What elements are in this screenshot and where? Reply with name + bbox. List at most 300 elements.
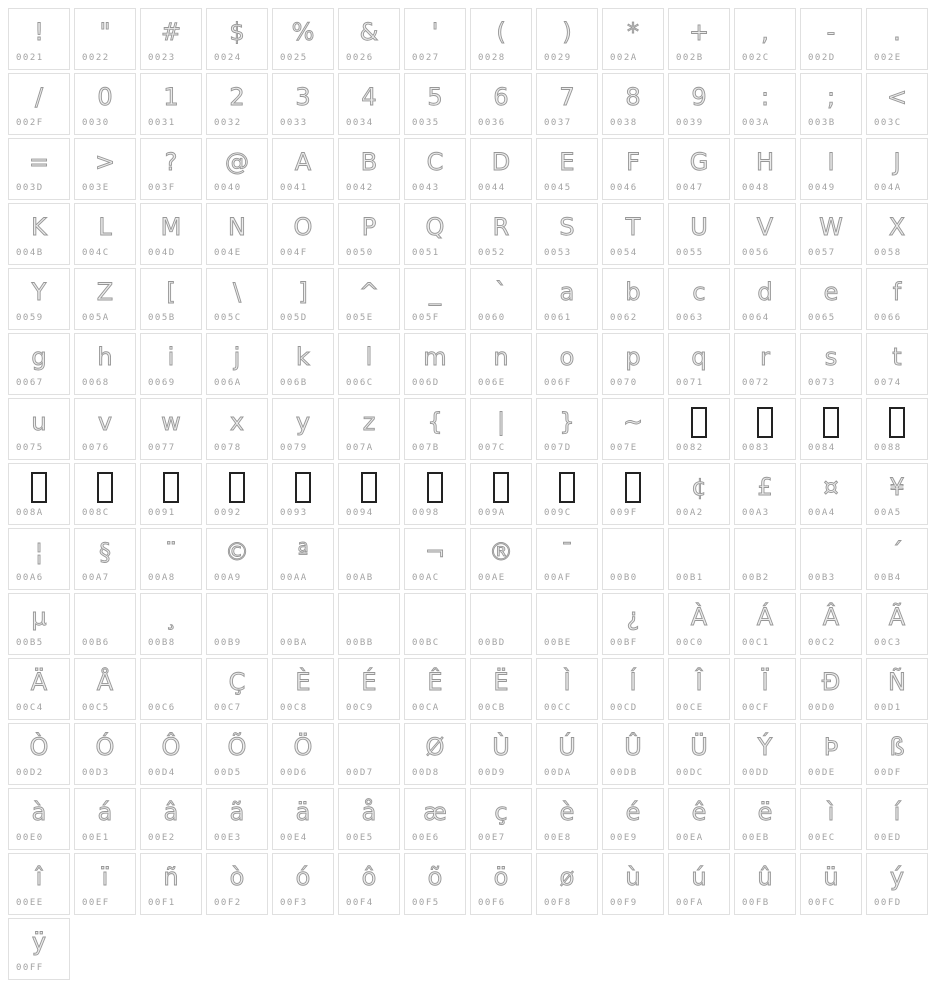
glyph-empty: [537, 597, 597, 637]
glyph-preview: ¨: [165, 538, 177, 566]
codepoint-label: 0055: [676, 248, 704, 258]
codepoint-label: 0038: [610, 118, 638, 128]
glyph-preview: A: [294, 148, 312, 176]
glyph-cell-006D: [404, 333, 466, 395]
codepoint-label: 00D3: [82, 768, 110, 778]
glyph-cell-00CB: [470, 658, 532, 720]
glyph-preview: L: [98, 213, 112, 241]
codepoint-label: 0052: [478, 248, 506, 258]
glyph-cell-0030: [74, 73, 136, 135]
glyph-cell-0092: [206, 463, 268, 525]
glyph-preview: Ó: [95, 733, 115, 761]
tofu-box-icon: [97, 472, 113, 503]
glyph-cell-00F4: [338, 853, 400, 915]
codepoint-label: 0077: [148, 443, 176, 453]
glyph-cell-0038: [602, 73, 664, 135]
glyph-preview: ~: [622, 408, 644, 436]
missing-glyph-box: [669, 402, 729, 442]
codepoint-label: 00C9: [346, 703, 374, 713]
codepoint-label: 00CA: [412, 703, 440, 713]
codepoint-label: 00CB: [478, 703, 506, 713]
glyph-cell-0021: [8, 8, 70, 70]
glyph-cell-0037: [536, 73, 598, 135]
glyph-cell-0042: [338, 138, 400, 200]
codepoint-label: 004D: [148, 248, 176, 258]
glyph-preview: ]: [298, 278, 308, 306]
codepoint-label: 0088: [874, 443, 902, 453]
codepoint-label: 0071: [676, 378, 704, 388]
codepoint-label: 0047: [676, 183, 704, 193]
codepoint-label: 00AE: [478, 573, 506, 583]
glyph-cell-0047: [668, 138, 730, 200]
glyph-preview: Ø: [425, 733, 445, 761]
glyph-cell-0063: [668, 268, 730, 330]
glyph-cell-00E6: [404, 788, 466, 850]
glyph-preview: ¯: [561, 538, 573, 566]
tofu-box-icon: [493, 472, 509, 503]
glyph-preview: Ñ: [888, 668, 906, 696]
glyph-cell-0028: [470, 8, 532, 70]
glyph-preview: i: [167, 343, 175, 371]
glyph-preview: P: [361, 213, 377, 241]
glyph-preview: Ë: [493, 668, 509, 696]
glyph-preview: >: [94, 148, 116, 176]
codepoint-label: 003C: [874, 118, 902, 128]
glyph-cell-006A: [206, 333, 268, 395]
codepoint-label: 0056: [742, 248, 770, 258]
tofu-box-icon: [295, 472, 311, 503]
glyph-cell-00A5: [866, 463, 928, 525]
glyph-cell-0044: [470, 138, 532, 200]
glyph-cell-00AA: [272, 528, 334, 590]
glyph-preview: U: [690, 213, 708, 241]
codepoint-label: 00CC: [544, 703, 572, 713]
glyph-cell-00C7: [206, 658, 268, 720]
glyph-cell-004A: [866, 138, 928, 200]
codepoint-label: 0062: [610, 313, 638, 323]
glyph-preview: ª: [297, 538, 309, 566]
glyph-preview: %: [291, 18, 315, 46]
codepoint-label: 00B4: [874, 573, 902, 583]
codepoint-label: 0024: [214, 53, 242, 63]
glyph-cell-0039: [668, 73, 730, 135]
codepoint-label: 007D: [544, 443, 572, 453]
glyph-cell-0058: [866, 203, 928, 265]
glyph-cell-0071: [668, 333, 730, 395]
glyph-cell-00CE: [668, 658, 730, 720]
codepoint-label: 00F3: [280, 898, 308, 908]
codepoint-label: 0061: [544, 313, 572, 323]
glyph-cell-00BE: [536, 593, 598, 655]
glyph-preview: µ: [31, 603, 47, 631]
glyph-cell-00C4: [8, 658, 70, 720]
glyph-preview: ô: [361, 863, 377, 891]
glyph-preview: {: [427, 408, 443, 436]
glyph-cell-0083: [734, 398, 796, 460]
glyph-cell-00A6: [8, 528, 70, 590]
codepoint-label: 00F8: [544, 898, 572, 908]
codepoint-label: 00D0: [808, 703, 836, 713]
codepoint-label: 00EA: [676, 833, 704, 843]
glyph-preview: r: [760, 343, 770, 371]
glyph-cell-0024: [206, 8, 268, 70]
glyph-cell-00CC: [536, 658, 598, 720]
codepoint-label: 0060: [478, 313, 506, 323]
glyph-preview: ¸: [165, 603, 177, 631]
codepoint-label: 00B2: [742, 573, 770, 583]
glyph-cell-005C: [206, 268, 268, 330]
glyph-preview: ÿ: [31, 928, 47, 956]
glyph-preview: ': [431, 18, 439, 46]
glyph-preview: M: [160, 213, 182, 241]
glyph-cell-00F9: [602, 853, 664, 915]
codepoint-label: 00C8: [280, 703, 308, 713]
glyph-empty: [75, 597, 135, 637]
codepoint-label: 0050: [346, 248, 374, 258]
codepoint-label: 00E8: [544, 833, 572, 843]
glyph-cell-00C8: [272, 658, 334, 720]
glyph-cell-0041: [272, 138, 334, 200]
glyph-empty: [603, 532, 663, 572]
codepoint-label: 0034: [346, 118, 374, 128]
tofu-box-icon: [31, 472, 47, 503]
glyph-preview: Î: [695, 668, 703, 696]
glyph-preview: ù: [625, 863, 641, 891]
codepoint-label: 0064: [742, 313, 770, 323]
glyph-cell-00D8: [404, 723, 466, 785]
glyph-preview: Ú: [558, 733, 576, 761]
codepoint-label: 005D: [280, 313, 308, 323]
glyph-cell-0046: [602, 138, 664, 200]
codepoint-label: 0067: [16, 378, 44, 388]
glyph-preview: 4: [361, 83, 377, 111]
codepoint-label: 0054: [610, 248, 638, 258]
glyph-empty: [405, 597, 465, 637]
glyph-preview: õ: [427, 863, 443, 891]
missing-glyph-box: [603, 467, 663, 507]
glyph-preview: ç: [494, 798, 508, 826]
glyph-cell-0078: [206, 398, 268, 460]
codepoint-label: 00BE: [544, 638, 572, 648]
glyph-cell-0052: [470, 203, 532, 265]
glyph-preview: o: [559, 343, 575, 371]
glyph-cell-0043: [404, 138, 466, 200]
glyph-cell-0035: [404, 73, 466, 135]
codepoint-label: 00EE: [16, 898, 44, 908]
glyph-preview: e: [823, 278, 839, 306]
codepoint-label: 00A8: [148, 573, 176, 583]
codepoint-label: 008C: [82, 508, 110, 518]
glyph-preview: ¬: [424, 538, 446, 566]
glyph-preview: Ü: [690, 733, 708, 761]
glyph-cell-0048: [734, 138, 796, 200]
glyph-cell-00EE: [8, 853, 70, 915]
glyph-cell-0029: [536, 8, 598, 70]
codepoint-label: 00D9: [478, 768, 506, 778]
glyph-cell-007D: [536, 398, 598, 460]
codepoint-label: 00E2: [148, 833, 176, 843]
glyph-preview: ö: [493, 863, 509, 891]
glyph-preview: !: [34, 18, 44, 46]
glyph-preview: /: [34, 83, 44, 111]
glyph-cell-009A: [470, 463, 532, 525]
codepoint-label: 00C6: [148, 703, 176, 713]
glyph-preview: n: [493, 343, 509, 371]
glyph-preview: J: [893, 148, 901, 176]
glyph-cell-0034: [338, 73, 400, 135]
glyph-preview: }: [559, 408, 575, 436]
glyph-preview: Ï: [761, 668, 769, 696]
codepoint-label: 0039: [676, 118, 704, 128]
glyph-cell-00DC: [668, 723, 730, 785]
codepoint-label: 0048: [742, 183, 770, 193]
glyph-preview: E: [559, 148, 575, 176]
glyph-preview: D: [491, 148, 511, 176]
glyph-cell-00B5: [8, 593, 70, 655]
missing-glyph-box: [735, 402, 795, 442]
glyph-cell-008A: [8, 463, 70, 525]
codepoint-label: 0079: [280, 443, 308, 453]
codepoint-label: 00A3: [742, 508, 770, 518]
glyph-preview: 1: [163, 83, 179, 111]
codepoint-label: 0025: [280, 53, 308, 63]
codepoint-label: 007A: [346, 443, 374, 453]
glyph-cell-006E: [470, 333, 532, 395]
glyph-preview: a: [559, 278, 575, 306]
codepoint-label: 00EB: [742, 833, 770, 843]
glyph-preview: ¿: [626, 603, 640, 631]
glyph-cell-0064: [734, 268, 796, 330]
glyph-cell-007E: [602, 398, 664, 460]
glyph-cell-005A: [74, 268, 136, 330]
glyph-preview: ©: [225, 538, 249, 566]
glyph-cell-0049: [800, 138, 862, 200]
glyph-cell-0055: [668, 203, 730, 265]
glyph-cell-00DE: [800, 723, 862, 785]
glyph-preview: j: [233, 343, 241, 371]
codepoint-label: 0098: [412, 508, 440, 518]
glyph-cell-0073: [800, 333, 862, 395]
codepoint-label: 00B1: [676, 573, 704, 583]
codepoint-label: 0053: [544, 248, 572, 258]
glyph-cell-00A2: [668, 463, 730, 525]
glyph-cell-00ED: [866, 788, 928, 850]
codepoint-label: 006C: [346, 378, 374, 388]
glyph-cell-00BC: [404, 593, 466, 655]
glyph-preview: æ: [423, 798, 447, 826]
tofu-box-icon: [229, 472, 245, 503]
glyph-preview: ¦: [34, 538, 44, 566]
glyph-preview: £: [757, 473, 773, 501]
codepoint-label: 00FA: [676, 898, 704, 908]
codepoint-label: 00D6: [280, 768, 308, 778]
codepoint-label: 00BD: [478, 638, 506, 648]
glyph-preview: §: [99, 538, 111, 566]
missing-glyph-box: [801, 402, 861, 442]
codepoint-label: 00E7: [478, 833, 506, 843]
glyph-cell-0098: [404, 463, 466, 525]
glyph-cell-0056: [734, 203, 796, 265]
codepoint-label: 00C2: [808, 638, 836, 648]
missing-glyph-box: [867, 402, 927, 442]
glyph-cell-0026: [338, 8, 400, 70]
glyph-preview: ¥: [889, 473, 905, 501]
glyph-preview: ;: [826, 83, 836, 111]
codepoint-label: 00A4: [808, 508, 836, 518]
glyph-cell-00E1: [74, 788, 136, 850]
glyph-empty: [801, 532, 861, 572]
codepoint-label: 007C: [478, 443, 506, 453]
glyph-preview: Ì: [563, 668, 571, 696]
glyph-preview: V: [756, 213, 774, 241]
missing-glyph-box: [9, 467, 69, 507]
glyph-preview: ø: [559, 863, 575, 891]
glyph-cell-0066: [866, 268, 928, 330]
codepoint-label: 004C: [82, 248, 110, 258]
codepoint-label: 004E: [214, 248, 242, 258]
glyph-cell-007A: [338, 398, 400, 460]
codepoint-label: 0044: [478, 183, 506, 193]
glyph-empty: [207, 597, 267, 637]
glyph-cell-00B2: [734, 528, 796, 590]
glyph-cell-00B1: [668, 528, 730, 590]
glyph-cell-002C: [734, 8, 796, 70]
codepoint-label: 0035: [412, 118, 440, 128]
codepoint-label: 0057: [808, 248, 836, 258]
glyph-cell-00B6: [74, 593, 136, 655]
glyph-preview: g: [31, 343, 47, 371]
glyph-cell-00F1: [140, 853, 202, 915]
glyph-cell-0059: [8, 268, 70, 330]
glyph-preview: w: [161, 408, 181, 436]
glyph-cell-00E9: [602, 788, 664, 850]
glyph-preview: \: [232, 278, 242, 306]
glyph-cell-00B9: [206, 593, 268, 655]
glyph-preview: z: [362, 408, 376, 436]
glyph-preview: X: [888, 213, 906, 241]
codepoint-label: 0033: [280, 118, 308, 128]
glyph-cell-003F: [140, 138, 202, 200]
glyph-cell-00FC: [800, 853, 862, 915]
glyph-preview: Ô: [161, 733, 181, 761]
tofu-box-icon: [163, 472, 179, 503]
glyph-preview: È: [295, 668, 311, 696]
glyph-preview: .: [893, 18, 901, 46]
glyph-preview: ^: [358, 278, 380, 306]
glyph-preview: s: [824, 343, 838, 371]
glyph-preview: Þ: [823, 733, 839, 761]
codepoint-label: 006A: [214, 378, 242, 388]
glyph-preview: Á: [756, 603, 774, 631]
codepoint-label: 0022: [82, 53, 110, 63]
glyph-preview: ý: [889, 863, 905, 891]
glyph-preview: å: [361, 798, 377, 826]
glyph-cell-00E3: [206, 788, 268, 850]
codepoint-label: 00C7: [214, 703, 242, 713]
glyph-cell-0075: [8, 398, 70, 460]
glyph-cell-009C: [536, 463, 598, 525]
glyph-cell-0068: [74, 333, 136, 395]
codepoint-label: 006F: [544, 378, 572, 388]
codepoint-label: 00EF: [82, 898, 110, 908]
glyph-preview: 0: [97, 83, 113, 111]
glyph-cell-005E: [338, 268, 400, 330]
missing-glyph-box: [141, 467, 201, 507]
codepoint-label: 007B: [412, 443, 440, 453]
codepoint-label: 0046: [610, 183, 638, 193]
codepoint-label: 00B0: [610, 573, 638, 583]
codepoint-label: 00E5: [346, 833, 374, 843]
codepoint-label: 0037: [544, 118, 572, 128]
glyph-cell-00EC: [800, 788, 862, 850]
glyph-preview: C: [426, 148, 444, 176]
glyph-cell-007C: [470, 398, 532, 460]
glyph-preview: l: [365, 343, 373, 371]
glyph-cell-00A8: [140, 528, 202, 590]
codepoint-label: 0030: [82, 118, 110, 128]
glyph-cell-00DD: [734, 723, 796, 785]
codepoint-label: 003F: [148, 183, 176, 193]
codepoint-label: 00EC: [808, 833, 836, 843]
glyph-cell-004D: [140, 203, 202, 265]
glyph-preview: û: [757, 863, 773, 891]
codepoint-label: 00BA: [280, 638, 308, 648]
missing-glyph-box: [207, 467, 267, 507]
glyph-preview: 2: [229, 83, 245, 111]
glyph-preview: d: [757, 278, 773, 306]
codepoint-label: 0032: [214, 118, 242, 128]
codepoint-label: 004F: [280, 248, 308, 258]
codepoint-label: 0068: [82, 378, 110, 388]
glyph-preview: ¤: [823, 473, 839, 501]
glyph-cell-00F8: [536, 853, 598, 915]
glyph-cell-0094: [338, 463, 400, 525]
glyph-preview: @: [225, 148, 249, 176]
glyph-cell-00D5: [206, 723, 268, 785]
glyph-cell-00BF: [602, 593, 664, 655]
glyph-cell-0077: [140, 398, 202, 460]
glyph-cell-004F: [272, 203, 334, 265]
glyph-cell-00FB: [734, 853, 796, 915]
glyph-cell-00C0: [668, 593, 730, 655]
glyph-cell-005F: [404, 268, 466, 330]
glyph-preview: Ê: [427, 668, 443, 696]
codepoint-label: 00D4: [148, 768, 176, 778]
codepoint-label: 00B3: [808, 573, 836, 583]
glyph-preview: _: [429, 278, 441, 306]
glyph-cell-00E8: [536, 788, 598, 850]
glyph-cell-00CA: [404, 658, 466, 720]
codepoint-label: 0094: [346, 508, 374, 518]
glyph-preview: ü: [823, 863, 839, 891]
codepoint-label: 002C: [742, 53, 770, 63]
glyph-cell-0076: [74, 398, 136, 460]
glyph-preview: Ç: [228, 668, 246, 696]
glyph-preview: í: [893, 798, 901, 826]
codepoint-label: 00E0: [16, 833, 44, 843]
glyph-preview: (: [496, 18, 506, 46]
glyph-cell-00C9: [338, 658, 400, 720]
glyph-cell-00A4: [800, 463, 862, 525]
codepoint-label: 00CE: [676, 703, 704, 713]
glyph-cell-008C: [74, 463, 136, 525]
glyph-preview: K: [31, 213, 47, 241]
glyph-cell-00F3: [272, 853, 334, 915]
codepoint-label: 00AF: [544, 573, 572, 583]
codepoint-label: 00A2: [676, 508, 704, 518]
codepoint-label: 009A: [478, 508, 506, 518]
glyph-preview: H: [755, 148, 775, 176]
